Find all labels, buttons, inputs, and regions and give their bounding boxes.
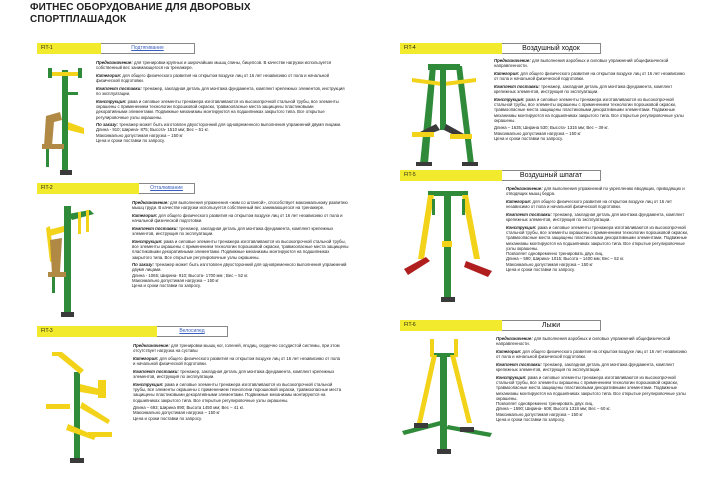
text-field: Цена и сроки поставки по запросу. (96, 138, 165, 144)
air-split-machine-image (400, 185, 496, 305)
text-field: Максимально допустимая нагрузка – 150 кг (506, 261, 593, 267)
text-field: Цена и сроки поставки по запросу. (496, 417, 565, 423)
text-field: для тренировки мышц ног, голеней, ягодиц, сердечно сосудистой системы, при этом отсутствует нагрузка на суставы (133, 343, 340, 354)
item-code: FIT-1 (37, 43, 101, 54)
item-code: FIT-2 (37, 183, 139, 194)
text-field: Длина – 1590; Ширина- 608; Высота 1318 мм; Вес – 60 кг. (496, 406, 611, 412)
text-field: Предназначение: (96, 60, 133, 65)
text-field: для общего физического развития на открытом воздухе лиц от 16 лет независимо от пола и начальной физической подготовки. (494, 70, 685, 82)
text-field: Цена и сроки поставки по запросу. (132, 283, 201, 289)
text-field: Категория: (496, 348, 522, 354)
text-field: Длина – 590; Ширина- 1015; Высота – 1400 мм; Вес – 52 кг. (506, 256, 625, 262)
text-field: Категория: (96, 72, 122, 78)
text-field: Длина - 910; Ширина- 875; Высота- 1510 мм; Вес – 51 кг. (96, 127, 209, 133)
item-header-fit-2 (37, 183, 195, 194)
text-field: тренажер, закладная деталь для монтажа фундамента, комплект крепежных элементов, инструкция по эксплуатации. (96, 85, 345, 97)
item-description-fit-5 (506, 186, 692, 272)
text-field: Позволяет одновременно тренировать двух лиц. (506, 251, 604, 257)
item-name: Воздушный ходок (502, 43, 601, 54)
text-field: Длина - 1065; Ширина- 910; Высота- 1700 мм ; Вес – 52 кг. (132, 272, 249, 278)
text-field: для общего физического развития на открытом воздухе лиц от 16 лет независимо от пола и начальной физической подготовки. (506, 198, 673, 210)
text-field: Комплект поставки: (496, 361, 542, 367)
text-field: Конструкция: (133, 381, 164, 387)
text-field: Максимально допустимая нагрузка – 150 кг (132, 278, 219, 284)
item-description-fit-3 (133, 343, 343, 421)
text-field: Комплект поставки: (96, 85, 142, 91)
text-field: Предназначение: (132, 200, 169, 205)
text-field: Предназначение: (494, 58, 531, 63)
item-name[interactable]: Подтягивание (101, 43, 195, 54)
text-field: Цена и сроки поставки по запросу. (494, 136, 563, 142)
text-field: Предназначение: (506, 186, 543, 191)
text-field: для выполнения аэробных и силовых упражнений общефизической направленности. (494, 58, 669, 69)
text-field: Категория: (506, 198, 532, 204)
pull-up-machine-image (38, 62, 98, 178)
item-code: FIT-4 (400, 43, 502, 54)
text-field: тренажер может быть изготовлен двухсторонний для одновременного выполнения упражнений двумя лицами. (132, 262, 347, 273)
text-field: Конструкция: (506, 224, 537, 230)
item-name: Воздушный шпагат (502, 170, 601, 181)
item-code: FIT-5 (400, 170, 502, 181)
text-field: Предназначение: (133, 343, 170, 348)
text-field: Максимально допустимая нагрузка – 150 кг (96, 132, 183, 138)
item-description-fit-1 (96, 60, 346, 143)
text-field: Максимально допустимая нагрузка – 150 кг (133, 410, 220, 416)
item-name[interactable]: Велосипед (157, 326, 228, 337)
text-field: рама и силовые элементы тренажера изготавливаются из высокопрочной стальной трубы, все элементы окрашены с применением технологии порошковой окраски, травмоопасные места защищены пластиковыми декоративными элементами. Подвижные механизмы монтируются на подшипниках закрытого типа. Все открытые регулировочные узлы окрашены. (132, 238, 349, 260)
text-field: Цена и сроки поставки по запросу. (506, 267, 575, 273)
item-header-fit-3 (37, 326, 228, 337)
text-field: Категория: (133, 355, 159, 361)
text-field: рама и силовые элементы тренажера изготавливаются из высокопрочной стальной трубы, все элементы окрашены с применением технологии порошковой окраски, травмоопасные места защищены пластиковыми декоративными элементами. Подвижные механизмы монтируются на подшипниках закрытого типа. Все открытые регулировочные узлы окрашены. (494, 96, 684, 123)
text-field: По заказу: (96, 122, 118, 128)
item-name: Лыжи (502, 320, 601, 331)
item-description-fit-4 (494, 58, 690, 141)
text-field: рама и силовые элементы тренажера изготавливаются из высокопрочной стальной трубы, все элементы окрашены с применением технологии порошковой окраски, травмоопасные места защищены пластиковыми декоративными элементами. Подвижные механизмы монтируются на подшипниках закрытого типа. Все открытые регулировочные узлы окрашены. (133, 381, 342, 403)
item-header-fit-5 (400, 170, 601, 181)
text-field: Цена и сроки поставки по запросу. (133, 415, 202, 421)
text-field: Комплект поставки: (133, 368, 179, 374)
text-field: рама и силовые элементы тренажера изготавливаются из высокопрочной стальной трубы, все элементы окрашены с применением технологии порошковой окраски, травмоопасные места защищены пластиковыми декоративными элементами. Подвижные механизмы монтируются на подшипниках закрытого типа. Все открытые регулировочные узлы окрашены. (96, 98, 339, 120)
text-field: для выполнения аэробных и силовых упражнений общефизической направленности. (496, 336, 671, 347)
text-field: для тренировки крупных и широчайших мышц спины, бицепсов. В качестве нагрузки используется собственный вес занимающегося на тренажере. (96, 60, 332, 71)
text-field: Категория: (132, 212, 158, 218)
item-description-fit-6 (496, 336, 692, 422)
bicycle-machine-image (38, 344, 124, 468)
text-field: для общего физического развития на открытом воздухе лиц от 16 лет независимо от пола и начальной физической подготовки. (96, 72, 329, 84)
text-field: Длина – 693; Ширина 890; Высота 1450 мм; Вес – 41 кг. (133, 405, 244, 411)
text-field: Длина – 1635; Ширина 530; Высота- 1315 мм; Вес – 39 кг. (494, 125, 609, 131)
item-description-fit-2 (132, 200, 350, 289)
item-header-fit-1 (37, 43, 195, 54)
text-field: Предназначение: (496, 336, 533, 341)
text-field: тренажер, закладная деталь для монтажа фундамента, комплект крепежных элементов, инструкция по эксплуатации. (494, 83, 673, 95)
text-field: для выполнения упражнений по укреплению вводящих, приводящих и отводящих мышц бедра. (506, 186, 685, 197)
chest-press-machine-image (38, 200, 100, 320)
item-code: FIT-3 (37, 326, 157, 337)
text-field: Конструкция: (496, 374, 527, 380)
text-field: Конструкция: (96, 98, 127, 104)
item-header-fit-6 (400, 320, 601, 331)
text-field: Комплект поставки: (132, 225, 178, 231)
ski-machine-image (400, 335, 496, 459)
text-field: тренажер, закладная деталь для монтажа фундамента, комплект крепежных элементов, инструкция по эксплуатации. (496, 361, 675, 373)
text-field: тренажер, закладная деталь для монтажа фундамента, комплект крепежных элементов, инструкция по эксплуатации. (132, 225, 334, 237)
text-field: тренажер, закладная деталь для монтажа фундамента, комплект крепежных элементов, инструкция по эксплуатации. (133, 368, 335, 380)
text-field: Конструкция: (132, 238, 163, 244)
text-field: тренажер может быть изготовлен двухсторонний для одновременного выполнения упражнений двумя лицами. (119, 122, 342, 128)
text-field: рама и силовые элементы тренажера изготавливаются из высокопрочной стальной трубы, все элементы окрашены с применением технологии порошковой окраски, травмоопасные места защищены пластиковыми декоративными элементами. Подвижные механизмы монтируются на подшипниках закрытого типа. Все открытые регулировочные узлы окрашены. (506, 224, 689, 251)
text-field: для общего физического развития на открытом воздухе лиц от 16 лет независимо от пола и начальной физической подготовки. (132, 212, 343, 224)
text-field: Конструкция: (494, 96, 525, 102)
item-code: FIT-6 (400, 320, 502, 331)
text-field: Категория: (494, 70, 520, 76)
text-field: для общего физического развития на открытом воздухе лиц от 16 лет независимо от пола и начальной физической подготовки. (133, 355, 340, 367)
text-field: Позволяет одновременно тренировать двух лиц. (496, 401, 594, 407)
text-field: Максимально допустимая нагрузка – 150 кг (496, 411, 583, 417)
text-field: рама и силовые элементы тренажера изготавливаются из высокопрочной стальной трубы, все элементы окрашены с применением технологии порошковой окраски, травмоопасные места защищены пластиковыми декоративными элементами. Подвижные механизмы монтируются на подшипниках закрытого типа. Все открытые регулировочные узлы окрашены. (496, 374, 686, 401)
text-field: для общего физического развития на открытом воздухе лиц от 16 лет независимо от пола и начальной физической подготовки. (496, 348, 687, 360)
item-header-fit-4 (400, 43, 601, 54)
text-field: Комплект поставки: (494, 83, 540, 89)
text-field: Комплект поставки: (506, 211, 552, 217)
page-title: ФИТНЕС ОБОРУДОВАНИЕ ДЛЯ ДВОРОВЫХ СПОРТПЛАШАДОК (30, 2, 251, 25)
air-walker-machine-image (398, 60, 490, 168)
item-name[interactable]: Отталкивание (139, 183, 195, 194)
text-field: для выполнения упражнения «жим со штангой», способствует максимальному развитию мышц груди. В качестве нагрузки используется собственный вес занимающегося на тренажере. (132, 200, 348, 211)
text-field: По заказу: (132, 262, 154, 268)
text-field: Максимально допустимая нагрузка – 150 кг (494, 130, 581, 136)
text-field: тренажер, закладная деталь для монтажа фундамента, комплект крепежных элементов, инструкция по эксплуатации. (506, 211, 685, 223)
